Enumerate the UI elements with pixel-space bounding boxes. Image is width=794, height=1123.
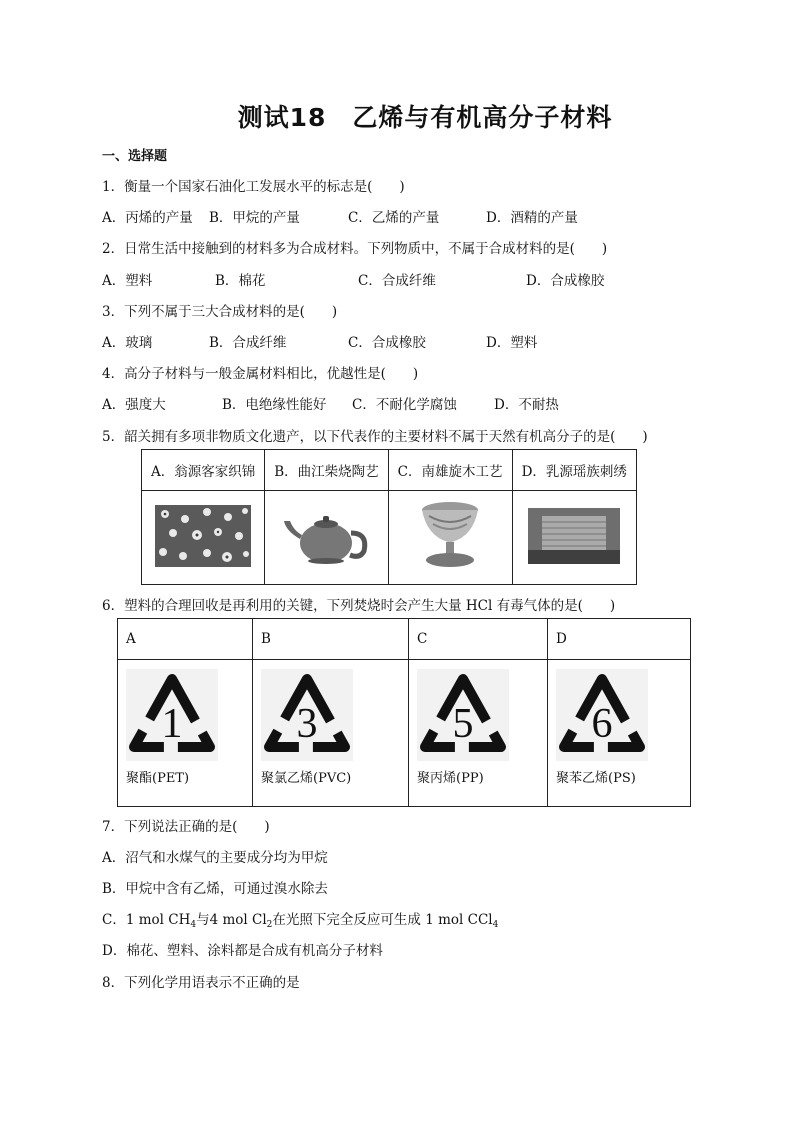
q7-c-part3: 在光照下完全反应可生成 1 mol CCl (272, 912, 493, 928)
turned-wood-cup-photo (415, 498, 485, 574)
question-1-option-a: A．丙烯的产量 (102, 210, 193, 226)
q7-c-sub3: 4 (492, 920, 499, 930)
recycle-code: 1 (161, 701, 183, 747)
question-2-option-b: B．棉花 (215, 273, 266, 289)
question-5-table (141, 449, 637, 585)
q5-photo-cell-d (512, 491, 637, 585)
q6-cell-c (409, 660, 548, 807)
question-2-option-c: C．合成纤维 (358, 273, 436, 289)
q6-header-d: D (548, 619, 691, 660)
question-2-option-d: D．合成橡胶 (526, 273, 605, 289)
teapot-photo (278, 499, 374, 573)
question-3-stem: 3．下列不属于三大合成材料的是( ) (102, 304, 338, 320)
q6-caption-b: 聚氯乙烯(PVC) (261, 771, 352, 786)
question-3-option-d: D．塑料 (486, 335, 538, 351)
section-heading: 一、选择题 (102, 149, 168, 164)
recycle-symbol-icon (556, 669, 648, 761)
q5-photo-cell-a (142, 491, 265, 585)
q5-photo-cell-c (388, 491, 512, 585)
q6-header-b: B (253, 619, 409, 660)
question-1-option-d: D．酒精的产量 (486, 210, 578, 226)
q6-cell-b (253, 660, 409, 807)
question-4-stem: 4．高分子材料与一般金属材料相比，优越性是( ) (102, 366, 419, 382)
question-7-stem: 7．下列说法正确的是( ) (102, 819, 270, 835)
recycle-symbol-icon (261, 669, 353, 761)
q5-header-a: A．翁源客家织锦 (142, 450, 265, 491)
question-1-option-c: C．乙烯的产量 (348, 210, 440, 226)
embroidery-photo (528, 508, 620, 564)
q6-caption-a: 聚酯(PET) (126, 771, 190, 786)
question-4-option-b: B．电绝缘性能好 (222, 397, 327, 413)
question-6-stem: 6．塑料的合理回收是再利用的关键，下列焚烧时会产生大量 HCl 有毒气体的是( ) (102, 598, 616, 614)
q6-cell-d (548, 660, 691, 807)
question-1-option-b: B．甲烷的产量 (209, 210, 300, 226)
question-7-option-d: D．棉花、塑料、涂料都是合成有机高分子材料 (102, 943, 383, 959)
question-8-stem: 8．下列化学用语表示不正确的是 (102, 975, 300, 991)
recycle-symbol-icon (417, 669, 509, 761)
question-1-stem: 1．衡量一个国家石油化工发展水平的标志是( ) (102, 179, 405, 195)
floral-brocade-photo (155, 505, 251, 567)
question-4-option-d: D．不耐热 (494, 397, 559, 413)
question-5-stem: 5．韶关拥有多项非物质文化遗产，以下代表作的主要材料不属于天然有机高分子的是( ) (102, 429, 648, 445)
question-6-table (117, 618, 691, 807)
recycle-code: 5 (452, 701, 474, 747)
question-4-option-a: A．强度大 (102, 397, 166, 413)
recycle-code: 3 (296, 701, 318, 747)
question-7-option-b: B．甲烷中含有乙烯，可通过溴水除去 (102, 881, 328, 897)
question-7-option-a: A．沼气和水煤气的主要成分均为甲烷 (102, 850, 328, 866)
q5-photo-cell-b (265, 491, 388, 585)
q7-c-sub2: 2 (266, 920, 273, 930)
question-3-option-b: B．合成纤维 (209, 335, 287, 351)
q6-caption-c: 聚丙烯(PP) (417, 771, 484, 786)
q6-header-c: C (409, 619, 548, 660)
q7-c-sub1: 4 (190, 920, 197, 930)
question-7-option-c (102, 908, 498, 930)
q7-c-part1: C．1 mol CH (102, 912, 191, 928)
question-2-stem: 2．日常生活中接触到的材料多为合成材料。下列物质中，不属于合成材料的是( ) (102, 241, 608, 257)
page-title: 测试18 乙烯与有机高分子材料 (237, 103, 613, 132)
q6-header-a: A (118, 619, 253, 660)
question-4-option-c: C．不耐化学腐蚀 (352, 397, 457, 413)
q6-caption-d: 聚苯乙烯(PS) (556, 771, 636, 786)
question-3-option-c: C．合成橡胶 (348, 335, 426, 351)
question-3-option-a: A．玻璃 (102, 335, 153, 351)
question-2-option-a: A．塑料 (102, 273, 153, 289)
q5-header-d: D．乳源瑶族刺绣 (512, 450, 637, 491)
q5-header-b: B．曲江柴烧陶艺 (265, 450, 388, 491)
recycle-code: 6 (591, 701, 613, 747)
recycle-symbol-icon (126, 669, 218, 761)
q7-c-part2: 与4 mol Cl (196, 912, 267, 928)
q5-header-c: C．南雄旋木工艺 (388, 450, 512, 491)
q6-cell-a (118, 660, 253, 807)
